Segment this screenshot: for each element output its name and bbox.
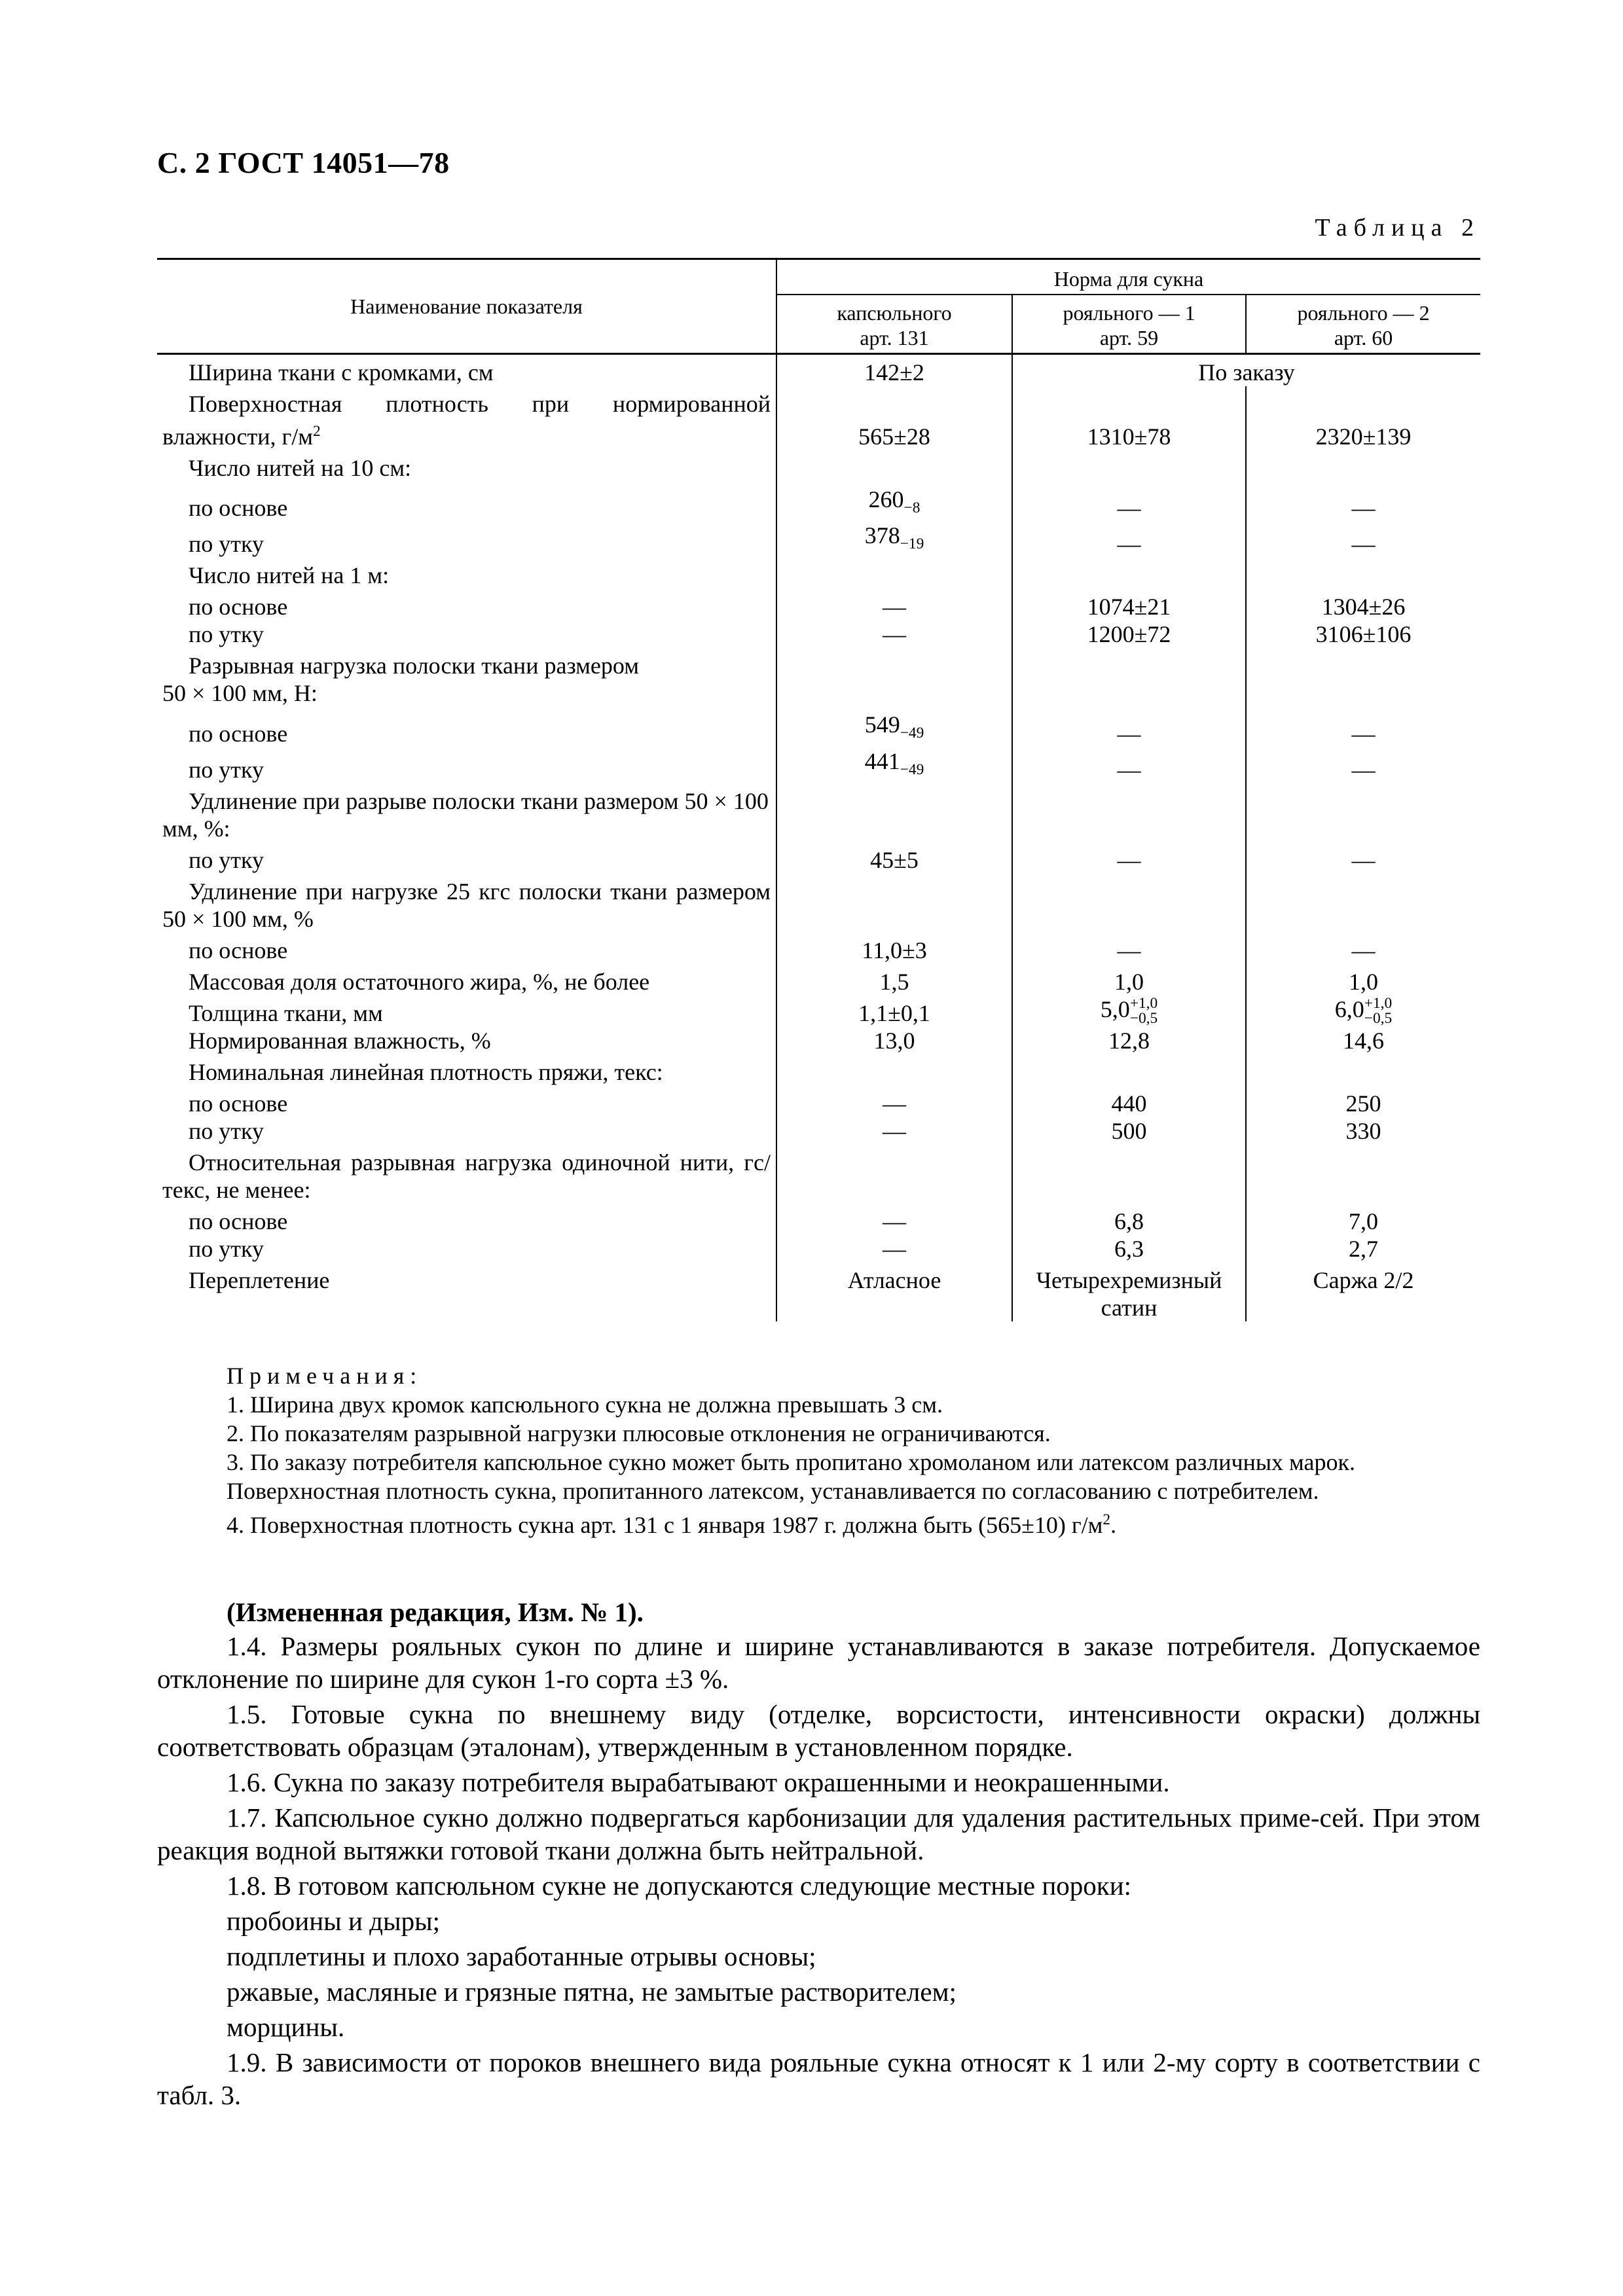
list-item: пробоины и дыры; bbox=[227, 1906, 441, 1936]
table-row: Нормированная влажность, % 13,0 12,8 14,6 bbox=[157, 1027, 1480, 1054]
table-row: Число нитей на 1 м: bbox=[157, 558, 1480, 589]
body-text bbox=[157, 1596, 1480, 2114]
table-row: по утку $441_{-49}$ — — bbox=[157, 747, 1480, 783]
list-item: морщины. bbox=[227, 2012, 345, 2042]
table-row: Число нитей на 10 см: bbox=[157, 450, 1480, 482]
table-row: по основе $549_{-49}$ — — bbox=[157, 707, 1480, 747]
table-row: Удлинение при нагрузке 25 кгс полоски ткани размером 50 × 100 мм, % bbox=[157, 874, 1480, 933]
clause-1-6: 1.6. Сукна по заказу потребителя вырабатывают окрашенными и неокрашенными. bbox=[227, 1767, 1170, 1797]
note-3b: Поверхностная плотность сукна, пропитанного латексом, устанавливается по согласованию с потребителем. bbox=[227, 1478, 1319, 1504]
table-notes bbox=[157, 1361, 1480, 1539]
spec-table bbox=[157, 258, 1480, 1321]
table-row: Переплетение Атласное Четырехремизный сатин Саржа 2/2 bbox=[157, 1263, 1480, 1321]
table-row: Относительная разрывная нагрузка одиночной нити, гс/текс, не менее: bbox=[157, 1145, 1480, 1204]
table-row: Толщина ткани, мм 1,1±0,1 5,0 +1,0 −0,5 6,0 +1,0 −0,5 bbox=[157, 996, 1480, 1027]
clause-1-7: 1.7. Капсюльное сукно должно подвергаться карбонизации для удаления растительных приме-сей. При этом реакция водной вытяжки готовой ткани должна быть нейтральной. bbox=[157, 1803, 1480, 1865]
note-4: 4. Поверхностная плотность сукна арт. 131 с 1 января 1987 г. должна быть (565±10) $г/м^2$. bbox=[227, 1511, 1117, 1538]
table-row: по утку — 1200±72 3106±106 bbox=[157, 620, 1480, 648]
amendment-note: (Измененная редакция, Изм. № 1). bbox=[227, 1597, 644, 1627]
table-row: Поверхностная плотность при нормированной влажности, $г/м^2$ 565±28 1310±78 2320±139 bbox=[157, 386, 1480, 450]
col3-header: рояльного — 2 арт. 60 bbox=[1246, 295, 1480, 354]
table-title: Таблица 2 bbox=[1315, 214, 1480, 242]
table-row: по утку — 6,3 2,7 bbox=[157, 1235, 1480, 1263]
table-row: Массовая доля остаточного жира, %, не более 1,5 1,0 1,0 bbox=[157, 964, 1480, 996]
page-header: С. 2 ГОСТ 14051—78 bbox=[157, 146, 450, 179]
table-row: по основе $260_{-8}$ — — bbox=[157, 482, 1480, 522]
clause-1-8: 1.8. В готовом капсюльном сукне не допускаются следующие местные пороки: bbox=[227, 1871, 1132, 1901]
col-indicator-header: Наименование показателя bbox=[157, 259, 776, 354]
table-row: Номинальная линейная плотность пряжи, текс: bbox=[157, 1054, 1480, 1086]
note-3: 3. По заказу потребителя капсюльное сукно может быть пропитано хромоланом или латексом различных марок. bbox=[227, 1449, 1356, 1475]
clause-1-4: 1.4. Размеры рояльных сукон по длине и ширине устанавливаются в заказе потребителя. Допускаемое отклонение по ширине для сукон 1-го сорта ±3 %. bbox=[157, 1631, 1480, 1694]
col-group-header: Норма для сукна bbox=[776, 259, 1480, 295]
list-item: ржавые, масляные и грязные пятна, не замытые растворителем; bbox=[227, 1977, 957, 2007]
table-row: по основе — 6,8 7,0 bbox=[157, 1204, 1480, 1235]
table-row: Ширина ткани с кромками, см 142±2 По заказу bbox=[157, 354, 1480, 387]
table-row: по основе — 1074±21 1304±26 bbox=[157, 589, 1480, 620]
table-row: Удлинение при разрыве полоски ткани размером 50 × 100 мм, %: bbox=[157, 783, 1480, 842]
col1-header: капсюльного арт. 131 bbox=[776, 295, 1012, 354]
table-row: по основе — 440 250 bbox=[157, 1086, 1480, 1117]
table-row: по утку — 500 330 bbox=[157, 1117, 1480, 1145]
note-2: 2. По показателям разрывной нагрузки плюсовые отклонения не ограничиваются. bbox=[227, 1420, 1051, 1446]
table-row: по утку 45±5 — — bbox=[157, 842, 1480, 874]
table-row: по основе 11,0±3 — — bbox=[157, 933, 1480, 964]
col2-header: рояльного — 1 арт. 59 bbox=[1012, 295, 1246, 354]
clause-1-5: 1.5. Готовые сукна по внешнему виду (отделке, ворсистости, интенсивности окраски) должны соответствовать образцам (эталонам), утвержденным в установленном порядке. bbox=[157, 1699, 1480, 1762]
clause-1-9: 1.9. В зависимости от пороков внешнего вида рояльные сукна относят к 1 или 2-му сорту в соответствии с табл. 3. bbox=[157, 2047, 1480, 2110]
list-item: подплетины и плохо заработанные отрывы основы; bbox=[227, 1941, 816, 1971]
table-row: Разрывная нагрузка полоски ткани размером 50 × 100 мм, Н: bbox=[157, 648, 1480, 707]
notes-heading: Примечания: bbox=[227, 1363, 423, 1389]
table-row: по утку $378_{-19}$ — — bbox=[157, 522, 1480, 558]
note-1: 1. Ширина двух кромок капсюльного сукна не должна превышать 3 см. bbox=[227, 1391, 943, 1418]
